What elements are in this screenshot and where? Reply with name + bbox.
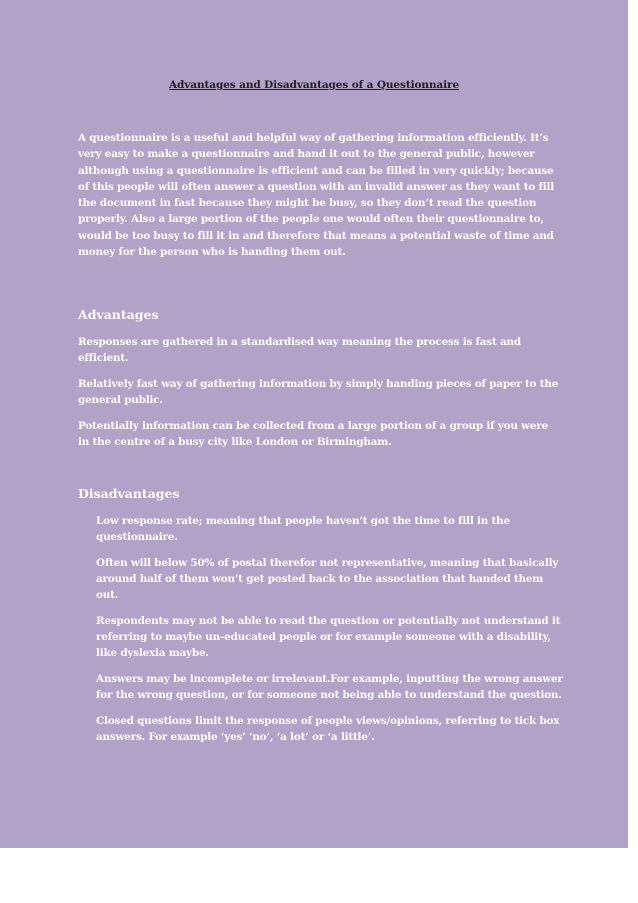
document-title: Advantages and Disadvantages of a Questionnaire	[168, 79, 460, 91]
list-item: Potentially information can be collected from a large portion of a group if you were in the centre of a busy city like London or Birmingham.	[78, 420, 549, 448]
list-item: Relatively fast way of gathering information by simply handing pieces of paper to the general public.	[78, 378, 559, 406]
list-item: Responses are gathered in a standardised way meaning the process is fast and efficient.	[78, 336, 521, 364]
list-item: Respondents may not be able to read the question or potentially not understand it referring to maybe un-educated people or for example someone with a disability, like dyslexia maybe.	[96, 615, 561, 659]
intro-paragraph: A questionnaire is a useful and helpful way of gathering information efficiently. It’s very easy to make a questionnaire and hand it out to the general public, however although using a questionnaire is efficient and can be filled in very quickly; because of this people will often answer a question with an invalid answer as they want to fill the document in fast because they might be busy, so they don’t read the question properly. Also a large portion of the people one would often their questionnaire to, would be too busy to fill it in and therefore that means a potential waste of time and money for the person who is handing them out.	[78, 132, 555, 259]
advantages-list	[78, 334, 562, 460]
list-item: Often will below 50% of postal therefor not representative, meaning that basically around half of them won’t get posted back to the association that handed them out.	[96, 557, 559, 601]
list-item: Low response rate; meaning that people haven’t got the time to fill in the questionnaire.	[96, 515, 510, 543]
disadvantages-heading: Disadvantages	[78, 486, 180, 501]
list-item: Closed questions limit the response of people views/opinions, referring to tick box answers. For example ‘yes’ ‘no’, ‘a lot’ or ‘a little’.	[96, 715, 560, 743]
list-item: Answers may be incomplete or irrelevant.For example, inputting the wrong answer for the wrong question, or for someone not being able to understand the question.	[96, 673, 563, 701]
advantages-heading: Advantages	[78, 307, 159, 322]
disadvantages-list	[96, 513, 566, 755]
